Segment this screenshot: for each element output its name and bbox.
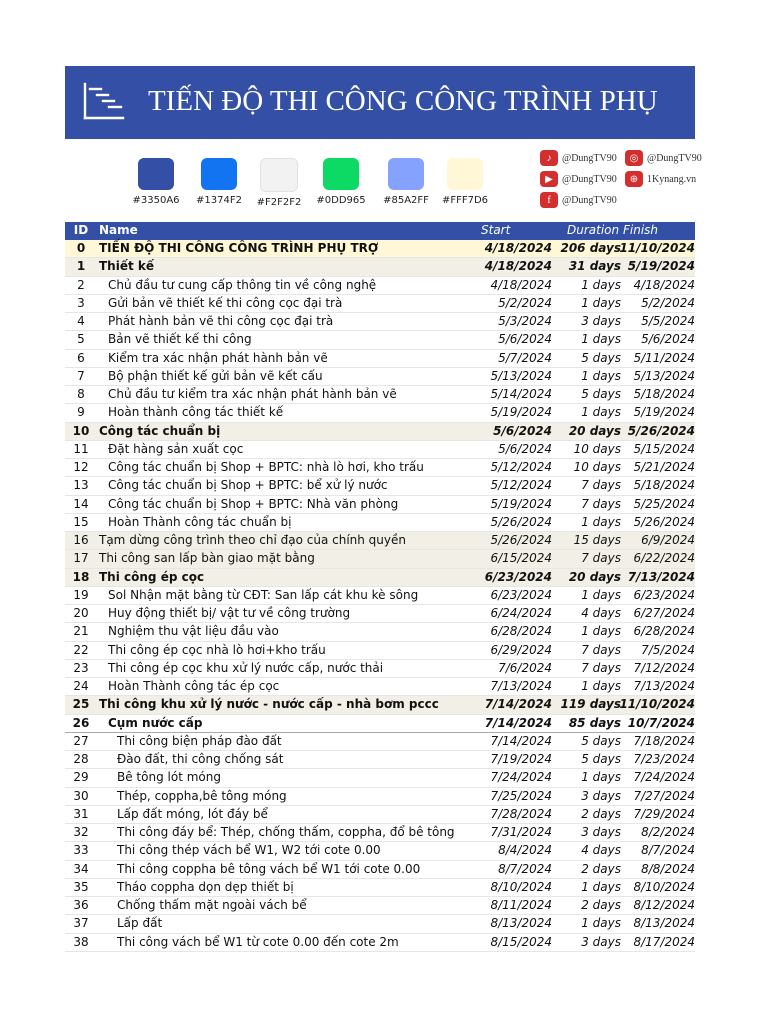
row-id: 18: [72, 569, 90, 584]
swatch-box: [138, 158, 174, 190]
tiktok-icon: ♪: [540, 150, 558, 166]
color-swatch: [306, 158, 376, 206]
table-row: [65, 550, 695, 568]
row-id: 34: [73, 861, 89, 876]
table-row: [65, 532, 695, 550]
row-id: 8: [77, 387, 85, 401]
row-duration: 1 days: [581, 624, 621, 639]
row-start: 5/12/2024: [490, 460, 552, 474]
row-finish: 7/13/2024: [627, 569, 695, 584]
page-title: TIẾN ĐỘ THI CÔNG CÔNG TRÌNH PHỤ: [148, 85, 658, 117]
row-finish: 7/5/2024: [641, 642, 695, 657]
row-name: Công tác chuẩn bị Shop + BPTC: nhà lò hơi, kho trấu: [108, 460, 424, 474]
table-row: [65, 897, 695, 915]
row-finish: 5/19/2024: [633, 405, 695, 420]
row-name: Bản vẽ thiết kế thi công: [108, 332, 252, 347]
row-duration: 10 days: [573, 460, 621, 474]
table-row: [65, 477, 695, 495]
row-duration: 1 days: [581, 514, 621, 529]
table-row: [65, 496, 695, 514]
table-row: [65, 514, 695, 532]
globe-icon: ⊕: [625, 171, 643, 187]
color-swatch: [121, 158, 191, 206]
row-name: Thi công thép vách bể W1, W2 tới cote 0.00: [117, 843, 381, 858]
table-row: [65, 769, 695, 787]
swatch-box: [447, 158, 483, 190]
row-start: 7/19/2024: [490, 752, 552, 766]
row-finish: 8/2/2024: [641, 825, 695, 839]
table-row: [65, 331, 695, 349]
row-name: Đào đất, thi công chống sát: [117, 752, 284, 766]
table-row: [65, 861, 695, 879]
table-header: [65, 222, 695, 240]
row-start: 5/19/2024: [490, 405, 552, 420]
row-start: 4/18/2024: [490, 277, 552, 292]
row-start: 5/6/2024: [498, 332, 552, 347]
row-start: 5/7/2024: [498, 350, 552, 365]
row-start: 5/6/2024: [498, 441, 552, 456]
row-id: 19: [73, 587, 89, 602]
row-start: 7/28/2024: [490, 806, 552, 821]
row-id: 1: [76, 259, 86, 274]
row-name: Công tác chuẩn bị Shop + BPTC: bể xử lý nước: [108, 478, 388, 493]
swatch-label: #0DD965: [316, 195, 366, 206]
table-row: [65, 587, 695, 605]
row-id: 7: [77, 368, 85, 383]
row-finish: 6/23/2024: [633, 587, 695, 602]
row-id: 20: [73, 606, 89, 620]
row-start: 6/15/2024: [490, 551, 552, 566]
row-id: 27: [73, 733, 89, 748]
row-start: 7/6/2024: [498, 660, 552, 675]
row-name: Hoàn thành công tác thiết kế: [108, 405, 284, 420]
row-name: Kiểm tra xác nhận phát hành bản vẽ: [108, 350, 328, 365]
row-start: 5/14/2024: [490, 387, 552, 401]
row-duration: 20 days: [568, 423, 621, 438]
social-link[interactable]: [540, 192, 617, 208]
row-start: 7/31/2024: [490, 825, 552, 839]
row-name: Bê tông lót móng: [117, 770, 221, 785]
row-finish: 11/10/2024: [619, 241, 695, 255]
swatch-box: [201, 158, 237, 190]
row-start: 8/11/2024: [490, 898, 552, 912]
row-name: Thi công ép cọc: [99, 569, 205, 584]
row-finish: 5/19/2024: [627, 259, 695, 274]
table-row: [65, 386, 695, 404]
row-finish: 5/5/2024: [641, 314, 695, 328]
row-id: 35: [73, 879, 89, 894]
gantt-icon: [81, 80, 125, 124]
row-duration: 2 days: [581, 806, 621, 821]
row-name: Bộ phận thiết kế gửi bản vẽ kết cấu: [108, 368, 323, 383]
row-duration: 206 days: [560, 241, 621, 255]
swatch-box: [388, 158, 424, 190]
table-row: [65, 733, 695, 751]
swatch-label: #1374F2: [196, 195, 242, 206]
row-duration: 1 days: [581, 368, 621, 383]
row-start: 5/6/2024: [493, 423, 552, 438]
row-name: Công tác chuẩn bị Shop + BPTC: Nhà văn phòng: [108, 496, 399, 511]
row-finish: 5/15/2024: [633, 441, 695, 456]
row-duration: 7 days: [581, 551, 621, 566]
row-duration: 1 days: [581, 332, 621, 347]
row-finish: 6/27/2024: [633, 606, 695, 620]
row-finish: 8/13/2024: [633, 916, 695, 931]
table-row: [65, 842, 695, 860]
color-swatch: [244, 158, 314, 208]
color-swatch: [430, 158, 500, 206]
row-name: Hoàn Thành công tác ép cọc: [108, 679, 280, 693]
row-duration: 1 days: [581, 679, 621, 693]
row-name: Cụm nước cấp: [108, 715, 203, 730]
row-start: 4/18/2024: [484, 259, 552, 274]
row-finish: 6/9/2024: [641, 533, 695, 547]
row-finish: 5/18/2024: [633, 387, 695, 401]
row-duration: 10 days: [573, 441, 621, 456]
row-name: Thép, coppha,bê tông móng: [117, 788, 287, 803]
row-id: 15: [73, 514, 89, 529]
row-finish: 5/6/2024: [641, 332, 695, 347]
table-body: [65, 240, 695, 952]
row-start: 6/23/2024: [490, 587, 552, 602]
table-row: [65, 715, 695, 733]
social-link[interactable]: [625, 171, 696, 187]
table-row: [65, 934, 695, 952]
row-duration: 7 days: [581, 496, 621, 511]
social-label: @DungTV90: [562, 152, 617, 164]
row-start: 8/7/2024: [498, 861, 552, 876]
row-finish: 5/26/2024: [627, 423, 695, 438]
row-id: 12: [73, 460, 89, 474]
table-row: [65, 806, 695, 824]
row-name: Lấp đất: [117, 916, 163, 931]
table-row: [65, 295, 695, 313]
row-name: Thiết kế: [99, 259, 155, 274]
row-id: 17: [73, 551, 89, 566]
row-name: Phát hành bản vẽ thi công cọc đại trà: [108, 314, 334, 328]
swatch-label: #85A2FF: [383, 195, 429, 206]
row-name: Công tác chuẩn bị: [99, 423, 221, 438]
row-duration: 119 days: [560, 697, 621, 712]
row-start: 6/24/2024: [490, 606, 552, 620]
social-link[interactable]: [540, 150, 617, 166]
row-duration: 4 days: [581, 606, 621, 620]
swatch-label: #FFF7D6: [441, 195, 489, 206]
row-id: 6: [77, 350, 85, 365]
row-id: 0: [76, 241, 86, 255]
row-name: Thi công ép cọc khu xử lý nước cấp, nước thải: [108, 660, 384, 675]
row-name: Lấp đất móng, lót đáy bể: [117, 806, 268, 821]
table-row: [65, 313, 695, 331]
row-id: 23: [73, 660, 89, 675]
row-name: Gửi bản vẽ thiết kế thi công cọc đại trà: [108, 295, 343, 310]
row-name: Tháo coppha dọn dẹp thiết bị: [117, 879, 294, 894]
table-row: [65, 879, 695, 897]
row-id: 4: [77, 314, 85, 328]
row-finish: 8/8/2024: [641, 861, 695, 876]
social-label: 1Kynang.vn: [647, 173, 697, 185]
row-start: 5/12/2024: [490, 478, 552, 493]
row-start: 8/13/2024: [490, 916, 552, 931]
table-row: [65, 277, 695, 295]
row-duration: 1 days: [581, 295, 621, 310]
table-row: [65, 350, 695, 368]
row-name: Nghiệm thu vật liệu đầu vào: [108, 624, 279, 639]
row-duration: 5 days: [581, 752, 621, 766]
table-row: [65, 751, 695, 769]
swatch-box: [260, 158, 298, 192]
row-duration: 2 days: [581, 861, 621, 876]
header-finish: Finish: [623, 223, 659, 237]
row-duration: 20 days: [568, 569, 621, 584]
row-finish: 5/13/2024: [633, 368, 695, 383]
row-finish: 7/29/2024: [633, 806, 695, 821]
row-id: 14: [73, 496, 89, 511]
row-id: 21: [73, 624, 89, 639]
row-id: 3: [77, 295, 85, 310]
row-finish: 6/28/2024: [633, 624, 695, 639]
row-id: 11: [73, 441, 89, 456]
row-finish: 10/7/2024: [627, 715, 695, 730]
row-duration: 85 days: [568, 715, 621, 730]
row-duration: 1 days: [581, 916, 621, 931]
table-row: [65, 788, 695, 806]
row-start: 7/24/2024: [490, 770, 552, 785]
row-start: 6/23/2024: [484, 569, 552, 584]
row-name: Đặt hàng sản xuất cọc: [108, 441, 244, 456]
row-finish: 8/10/2024: [633, 879, 695, 894]
facebook-icon: f: [540, 192, 558, 208]
row-name: Thi công coppha bê tông vách bể W1 tới cote 0.00: [117, 861, 421, 876]
social-label: @DungTV90: [647, 152, 702, 164]
row-finish: 11/10/2024: [619, 697, 695, 712]
row-name: Thi công ép cọc nhà lò hơi+kho trấu: [108, 642, 326, 657]
row-finish: 4/18/2024: [633, 277, 695, 292]
row-finish: 7/13/2024: [633, 679, 695, 693]
table-row: [65, 915, 695, 933]
row-name: Thi công đáy bể: Thép, chống thấm, coppha, đổ bê tông: [117, 825, 455, 839]
row-duration: 7 days: [581, 478, 621, 493]
row-id: 29: [73, 770, 89, 785]
row-duration: 31 days: [568, 259, 621, 274]
table-row: [65, 642, 695, 660]
row-id: 25: [72, 697, 90, 712]
row-start: 8/15/2024: [490, 934, 552, 949]
row-finish: 7/18/2024: [633, 733, 695, 748]
social-label: @DungTV90: [562, 173, 617, 185]
table-row: [65, 605, 695, 623]
row-duration: 1 days: [581, 770, 621, 785]
row-finish: 5/18/2024: [633, 478, 695, 493]
social-link[interactable]: [625, 150, 702, 166]
row-finish: 8/17/2024: [633, 934, 695, 949]
row-id: 26: [72, 715, 90, 730]
row-id: 13: [73, 478, 89, 493]
table-row: [65, 404, 695, 422]
row-name: Thi công vách bể W1 từ cote 0.00 đến cote 2m: [117, 934, 399, 949]
row-id: 28: [73, 752, 89, 766]
header-name: Name: [99, 223, 138, 237]
row-name: Chủ đầu tư cung cấp thông tin về công nghệ: [108, 277, 377, 292]
table-row: [65, 696, 695, 714]
row-finish: 7/12/2024: [633, 660, 695, 675]
row-finish: 8/12/2024: [633, 898, 695, 912]
table-row: [65, 423, 695, 441]
row-name: Thi công khu xử lý nước - nước cấp - nhà bơm pccc: [99, 697, 439, 712]
row-finish: 7/23/2024: [633, 752, 695, 766]
row-id: 36: [73, 898, 89, 912]
row-start: 7/13/2024: [490, 679, 552, 693]
row-name: Chống thấm mặt ngoài vách bể: [117, 898, 307, 912]
row-id: 22: [73, 642, 89, 657]
row-id: 33: [73, 843, 89, 858]
row-start: 5/19/2024: [490, 496, 552, 511]
schedule-table: [65, 222, 695, 952]
row-duration: 1 days: [581, 277, 621, 292]
row-name: Thi công biện pháp đào đất: [117, 733, 282, 748]
row-duration: 4 days: [581, 843, 621, 858]
table-row: [65, 623, 695, 641]
row-start: 5/3/2024: [498, 314, 552, 328]
row-duration: 5 days: [581, 350, 621, 365]
row-duration: 1 days: [581, 879, 621, 894]
row-name: Huy động thiết bị/ vật tư về công trường: [108, 606, 351, 620]
row-start: 5/2/2024: [498, 295, 552, 310]
table-row: [65, 368, 695, 386]
instagram-icon: ◎: [625, 150, 643, 166]
header-id: ID: [73, 223, 89, 237]
youtube-icon: ▶: [540, 171, 558, 187]
row-duration: 5 days: [581, 387, 621, 401]
row-duration: 3 days: [581, 825, 621, 839]
header-duration: Duration: [567, 223, 620, 237]
row-name: Thi công san lấp bàn giao mặt bằng: [99, 551, 315, 566]
social-label: @DungTV90: [562, 194, 617, 206]
row-start: 8/10/2024: [490, 879, 552, 894]
row-name: Tạm dừng công trình theo chỉ đạo của chính quyền: [99, 533, 406, 547]
title-banner: [65, 66, 695, 139]
row-name: Sol Nhận mặt bằng từ CĐT: San lấp cát khu kè sông: [108, 587, 419, 602]
row-start: 6/29/2024: [490, 642, 552, 657]
row-name: Hoàn Thành công tác chuẩn bị: [108, 514, 292, 529]
table-row: [65, 258, 695, 276]
row-start: 8/4/2024: [498, 843, 552, 858]
row-duration: 3 days: [581, 314, 621, 328]
row-name: TIẾN ĐỘ THI CÔNG CÔNG TRÌNH PHỤ TRỢ: [99, 241, 379, 255]
row-start: 5/26/2024: [490, 514, 552, 529]
row-duration: 2 days: [581, 898, 621, 912]
row-finish: 5/25/2024: [633, 496, 695, 511]
row-finish: 6/22/2024: [633, 551, 695, 566]
row-id: 10: [72, 423, 90, 438]
row-duration: 3 days: [581, 788, 621, 803]
row-start: 7/14/2024: [490, 733, 552, 748]
row-start: 4/18/2024: [484, 241, 552, 255]
row-start: 5/13/2024: [490, 368, 552, 383]
table-row: [65, 441, 695, 459]
table-row: [65, 824, 695, 842]
row-finish: 7/24/2024: [633, 770, 695, 785]
row-id: 9: [77, 405, 85, 420]
row-start: 5/26/2024: [490, 533, 552, 547]
row-name: Chủ đầu tư kiểm tra xác nhận phát hành bản vẽ: [108, 387, 397, 401]
row-id: 38: [73, 934, 89, 949]
social-link[interactable]: [540, 171, 617, 187]
row-duration: 5 days: [581, 733, 621, 748]
row-id: 24: [73, 679, 89, 693]
row-start: 7/14/2024: [484, 697, 552, 712]
row-finish: 5/26/2024: [633, 514, 695, 529]
row-finish: 5/21/2024: [633, 460, 695, 474]
row-finish: 7/27/2024: [633, 788, 695, 803]
row-id: 2: [77, 277, 85, 292]
swatch-label: #F2F2F2: [256, 197, 302, 208]
row-duration: 15 days: [573, 533, 621, 547]
row-id: 16: [73, 533, 89, 547]
row-id: 5: [77, 332, 85, 347]
row-id: 32: [73, 825, 89, 839]
row-duration: 7 days: [581, 660, 621, 675]
row-finish: 8/7/2024: [641, 843, 695, 858]
header-start: Start: [481, 223, 511, 237]
row-duration: 3 days: [581, 934, 621, 949]
row-start: 7/14/2024: [484, 715, 552, 730]
swatch-box: [323, 158, 359, 190]
row-id: 30: [73, 788, 89, 803]
table-row: [65, 459, 695, 477]
row-id: 31: [73, 806, 89, 821]
table-row: [65, 569, 695, 587]
row-id: 37: [73, 916, 89, 931]
table-row: [65, 660, 695, 678]
table-row: [65, 240, 695, 258]
row-duration: 1 days: [581, 587, 621, 602]
row-start: 6/28/2024: [490, 624, 552, 639]
swatch-label: #3350A6: [132, 195, 180, 206]
row-duration: 1 days: [581, 405, 621, 420]
row-finish: 5/2/2024: [641, 295, 695, 310]
row-duration: 7 days: [581, 642, 621, 657]
row-start: 7/25/2024: [490, 788, 552, 803]
table-row: [65, 678, 695, 696]
row-finish: 5/11/2024: [633, 350, 695, 365]
